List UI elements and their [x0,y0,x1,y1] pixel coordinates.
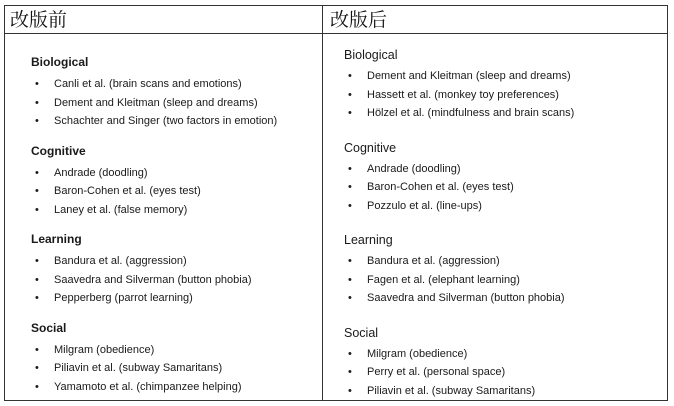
column-divider [322,6,323,400]
bullet-icon: • [35,96,39,109]
section-social [344,325,664,401]
list-item [344,178,664,197]
list-item-text: Milgram (obedience) [54,343,155,356]
section-title: Learning [344,233,393,247]
list-item-text: Laney et al. (false memory) [54,203,188,216]
study-list [344,252,664,308]
list-item [344,197,664,216]
list-item-text: Yamamoto et al. (chimpanzee helping) [54,380,242,393]
list-item [344,252,664,271]
list-item-text: Saavedra and Silverman (button phobia) [367,292,565,304]
list-item-text: Baron-Cohen et al. (eyes test) [54,185,201,197]
study-list [344,345,664,401]
section-cognitive [31,143,316,220]
section-cognitive [344,140,664,216]
section-title: Social [31,320,67,335]
list-item [31,201,316,220]
list-item [344,363,664,382]
section-title: Social [344,325,379,340]
study-list [31,164,316,220]
bullet-icon: • [348,255,352,267]
bullet-icon: • [35,115,39,127]
list-item-text: Canli et al. (brain scans and emotions) [54,78,242,90]
section-learning [344,232,664,308]
bullet-icon: • [35,380,39,393]
bullet-icon: • [348,181,352,193]
bullet-icon: • [35,255,39,267]
list-item [31,341,316,360]
section-title: Cognitive [31,143,86,158]
list-item-text: Bandura et al. (aggression) [54,255,187,267]
list-item-text: Perry et al. (personal space) [367,366,506,378]
section-title: Learning [31,232,82,246]
left-column [31,34,316,396]
bullet-icon: • [35,362,39,374]
list-item [31,289,316,308]
bullet-icon: • [348,384,352,397]
bullet-icon: • [348,199,352,212]
study-list [344,67,664,123]
list-item-text: Baron-Cohen et al. (eyes test) [367,181,514,193]
list-item-text: Bandura et al. (aggression) [367,255,500,267]
study-list [31,75,316,131]
list-item [31,271,316,290]
study-list [31,252,316,308]
bullet-icon: • [348,347,352,360]
section-learning [31,231,316,308]
list-item [31,378,316,397]
section-title: Biological [31,55,89,69]
list-item [344,86,664,105]
bullet-icon: • [348,366,352,378]
section-social [31,320,316,397]
comparison-table [4,5,668,401]
list-item [31,94,316,113]
bullet-icon: • [35,185,39,197]
list-item [344,67,664,86]
section-title: Cognitive [344,140,397,155]
bullet-icon: • [348,292,352,304]
header-row [5,6,667,34]
list-item-text: Dement and Kleitman (sleep and dreams) [54,96,258,109]
bullet-icon: • [35,292,39,304]
bullet-icon: • [348,273,352,286]
list-item-text: Pozzulo et al. (line-ups) [367,199,482,212]
list-item [31,252,316,271]
list-item-text: Fagen et al. (elephant learning) [367,273,520,286]
list-item-text: Hölzel et al. (mindfulness and brain scans) [367,107,575,119]
list-item-text: Andrade (doodling) [54,166,148,179]
left-column-header: 改版前 [10,9,68,31]
list-item-text: Andrade (doodling) [367,162,461,175]
list-item [31,359,316,378]
bullet-icon: • [35,343,39,356]
list-item [344,104,664,123]
bullet-icon: • [35,78,39,90]
list-item-text: Milgram (obedience) [367,347,468,360]
list-item [344,160,664,179]
bullet-icon: • [348,162,352,175]
right-column [344,34,664,400]
list-item-text: Dement and Kleitman (sleep and dreams) [367,70,571,82]
section-biological [31,54,316,131]
list-item-text: Schachter and Singer (two factors in emotion) [54,115,278,127]
section-biological [344,47,664,123]
list-item [31,164,316,183]
bullet-icon: • [348,107,352,119]
bullet-icon: • [35,203,39,216]
list-item [344,382,664,401]
bullet-icon: • [348,70,352,82]
study-list [344,160,664,216]
list-item-text: Piliavin et al. (subway Samaritans) [367,384,536,397]
list-item-text: Pepperberg (parrot learning) [54,292,193,304]
list-item [31,75,316,94]
list-item-text: Piliavin et al. (subway Samaritans) [54,362,223,374]
bullet-icon: • [35,273,39,286]
list-item [31,182,316,201]
list-item-text: Hassett et al. (monkey toy preferences) [367,88,559,101]
bullet-icon: • [348,88,352,101]
right-column-header: 改版后 [330,9,388,31]
bullet-icon: • [35,166,39,179]
section-title: Biological [344,48,398,62]
list-item [344,289,664,308]
list-item [31,112,316,131]
list-item [344,271,664,290]
study-list [31,341,316,397]
list-item [344,345,664,364]
list-item-text: Saavedra and Silverman (button phobia) [54,273,252,286]
